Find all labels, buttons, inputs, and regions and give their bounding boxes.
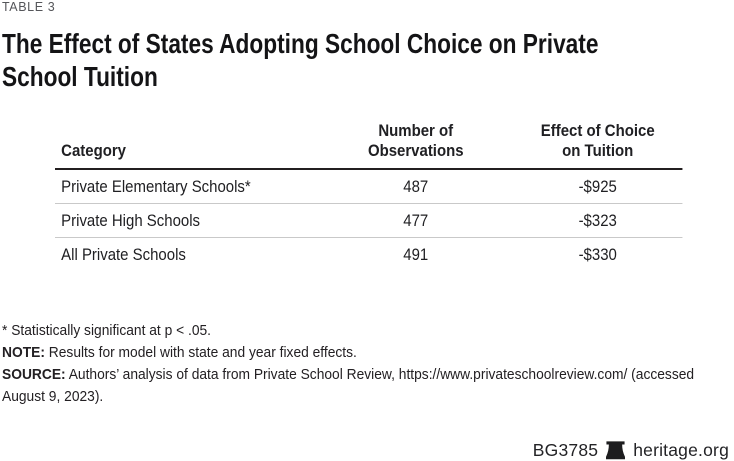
heritage-bell-icon xyxy=(605,441,626,460)
row-observations: 487 xyxy=(403,176,429,196)
note-label: NOTE: xyxy=(2,344,45,361)
significance-note: * Statistically significant at p < .05. xyxy=(2,322,212,339)
note-text: Results for model with state and year fixed effects. xyxy=(44,344,357,361)
row-effect: -$925 xyxy=(578,176,617,196)
row-effect: -$323 xyxy=(578,210,617,230)
source-text: Authors’ analysis of data from Private School Review, https://www.privateschoolreview.com/ (accessed xyxy=(65,366,695,383)
column-header-category: Category xyxy=(61,141,127,160)
column-header-effect-line-1: Effect of Choice xyxy=(540,121,655,140)
figure-title-line-1: The Effect of States Adopting School Choice on Private xyxy=(2,28,599,59)
source-label: SOURCE: xyxy=(2,366,66,383)
footer-credit xyxy=(533,440,729,461)
table-header-row xyxy=(55,118,682,170)
column-header-effect xyxy=(513,121,682,161)
row-category: All Private Schools xyxy=(61,244,186,264)
row-observations: 491 xyxy=(403,244,429,264)
row-category: Private High Schools xyxy=(61,210,201,230)
source-continuation: August 9, 2023). xyxy=(2,388,104,405)
figure-title-line-2: School Tuition xyxy=(2,61,158,92)
table-number-label: TABLE 3 xyxy=(2,0,56,14)
data-table xyxy=(55,118,682,271)
source-line xyxy=(2,364,734,386)
row-category: Private Elementary Schools* xyxy=(61,176,251,196)
column-header-effect-line-2: on Tuition xyxy=(562,141,634,160)
table-row xyxy=(55,238,682,271)
table-row xyxy=(55,204,682,238)
note-line xyxy=(2,342,734,364)
footnotes-block xyxy=(2,320,734,408)
column-header-observations-line-2: Observations xyxy=(367,141,464,160)
figure-title xyxy=(2,27,734,93)
column-header-observations-line-1: Number of xyxy=(378,121,454,140)
row-observations: 477 xyxy=(403,210,429,230)
table-row xyxy=(55,170,682,204)
column-header-observations xyxy=(319,121,513,161)
row-effect: -$330 xyxy=(578,244,617,264)
doc-id: BG3785 xyxy=(532,440,599,460)
site-domain: heritage.org xyxy=(633,440,729,460)
